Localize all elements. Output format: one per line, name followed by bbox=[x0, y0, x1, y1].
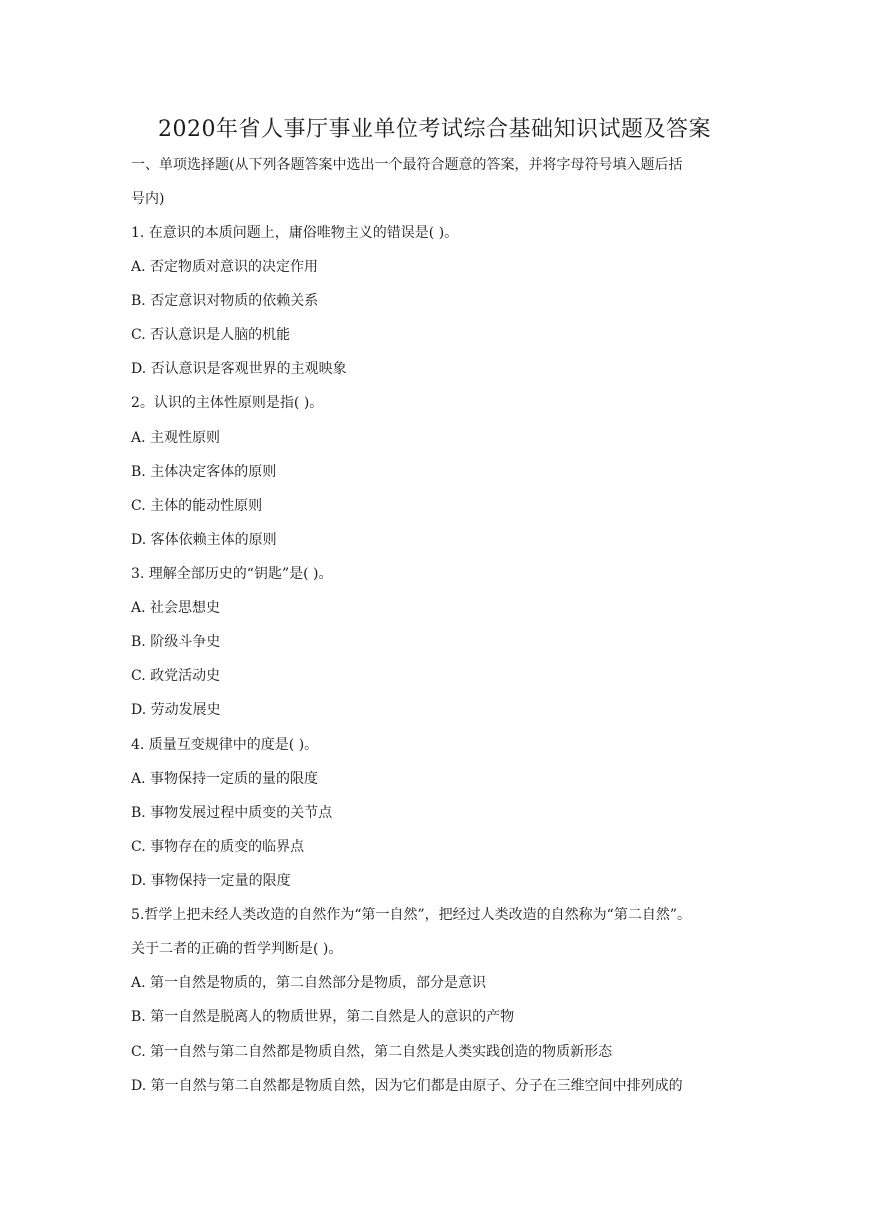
question-5-option-d: D. 第一自然与第二自然都是物质自然，因为它们都是由原子、分子在三维空间中排列成的 bbox=[131, 1078, 683, 1094]
question-2-stem: 2。认识的主体性原则是指( )。 bbox=[131, 395, 324, 411]
question-2-option-b: B. 主体决定客体的原则 bbox=[131, 464, 277, 480]
question-3-option-d: D. 劳动发展史 bbox=[131, 702, 221, 718]
question-3-option-c: C. 政党活动史 bbox=[131, 668, 221, 684]
question-2-option-d: D. 客体依赖主体的原则 bbox=[131, 532, 277, 548]
question-5-option-a: A. 第一自然是物质的，第二自然部分是物质，部分是意识 bbox=[131, 975, 487, 991]
question-4-option-d: D. 事物保持一定量的限度 bbox=[131, 873, 291, 889]
question-4-option-b: B. 事物发展过程中质变的关节点 bbox=[131, 805, 333, 821]
question-1-option-a: A. 否定物质对意识的决定作用 bbox=[131, 259, 319, 275]
question-1-stem: 1. 在意识的本质问题上，庸俗唯物主义的错误是( )。 bbox=[131, 225, 459, 241]
question-5-option-c: C. 第一自然与第二自然都是物质自然，第二自然是人类实践创造的物质新形态 bbox=[131, 1044, 613, 1060]
question-3-option-a: A. 社会思想史 bbox=[131, 600, 221, 616]
section-heading-line2: 号内) bbox=[131, 191, 165, 207]
question-2-option-c: C. 主体的能动性原则 bbox=[131, 498, 263, 514]
question-4-option-a: A. 事物保持一定质的量的限度 bbox=[131, 771, 319, 787]
question-1-option-d: D. 否认意识是客观世界的主观映象 bbox=[131, 361, 347, 377]
question-5-stem-line1: 5.哲学上把未经人类改造的自然作为“第一自然”，把经过人类改造的自然称为“第二自然”。 bbox=[131, 907, 691, 923]
question-3-stem: 3. 理解全部历史的“钥匙”是( )。 bbox=[131, 566, 333, 582]
question-1-option-c: C. 否认意识是人脑的机能 bbox=[131, 327, 291, 343]
question-2-option-a: A. 主观性原则 bbox=[131, 430, 221, 446]
question-3-option-b: B. 阶级斗争史 bbox=[131, 634, 221, 650]
question-5-stem-line2: 关于二者的正确的哲学判断是( )。 bbox=[131, 941, 343, 957]
section-heading-line1: 一、单项选择题(从下列各题答案中选出一个最符合题意的答案，并将字母符号填入题后括 bbox=[131, 157, 683, 173]
document-title: 2020年省人事厅事业单位考试综合基础知识试题及答案 bbox=[158, 117, 711, 142]
question-4-stem: 4. 质量互变规律中的度是( )。 bbox=[131, 737, 319, 753]
question-5-option-b: B. 第一自然是脱离人的物质世界，第二自然是人的意识的产物 bbox=[131, 1009, 515, 1025]
question-1-option-b: B. 否定意识对物质的依赖关系 bbox=[131, 293, 319, 309]
question-4-option-c: C. 事物存在的质变的临界点 bbox=[131, 839, 305, 855]
